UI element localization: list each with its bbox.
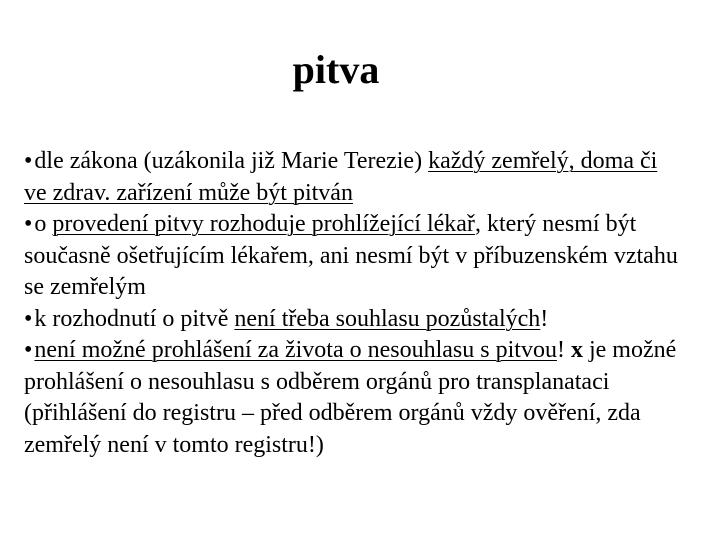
bullet-text: dle zákona (uzákonila již Marie Terezie) (34, 148, 429, 174)
bullet-item (24, 209, 684, 304)
bullet-text: , který nesmí být současně ošetřujícím lékařem, ani nesmí být v příbuzenském vztahu se zemřelým (24, 211, 678, 300)
bullet-item (24, 335, 684, 461)
bold-marker: x (570, 337, 583, 363)
bullet-marker: • (24, 305, 33, 332)
bullet-item (24, 146, 684, 209)
underlined-text: provedení pitvy rozhoduje prohlížející lékař (52, 211, 475, 237)
bullet-marker: • (24, 211, 33, 237)
bullet-item (24, 304, 684, 336)
bullet-text: o (34, 211, 53, 237)
underlined-text: každý zemřelý, doma či ve zdrav. zařízení může být pitván (24, 148, 658, 206)
bullet-text: ! (540, 305, 549, 332)
underlined-text: není třeba souhlasu pozůstalých (234, 305, 541, 332)
slide-title: pitva (292, 47, 380, 92)
slide-body (24, 146, 684, 461)
underlined-text: není možné prohlášení za života o nesouhlasu s pitvou (34, 337, 557, 363)
bullet-marker: • (24, 337, 33, 363)
bullet-marker: • (24, 148, 33, 174)
bullet-text: je možné prohlášení o nesouhlasu s odběrem orgánů pro transplanataci (přihlášení do registru – před odběrem orgánů vždy ověření, zda zemřelý není v tomto registru!) (24, 337, 677, 458)
bullet-text: ! (556, 337, 571, 363)
bullet-text: k rozhodnutí o pitvě (34, 305, 235, 332)
